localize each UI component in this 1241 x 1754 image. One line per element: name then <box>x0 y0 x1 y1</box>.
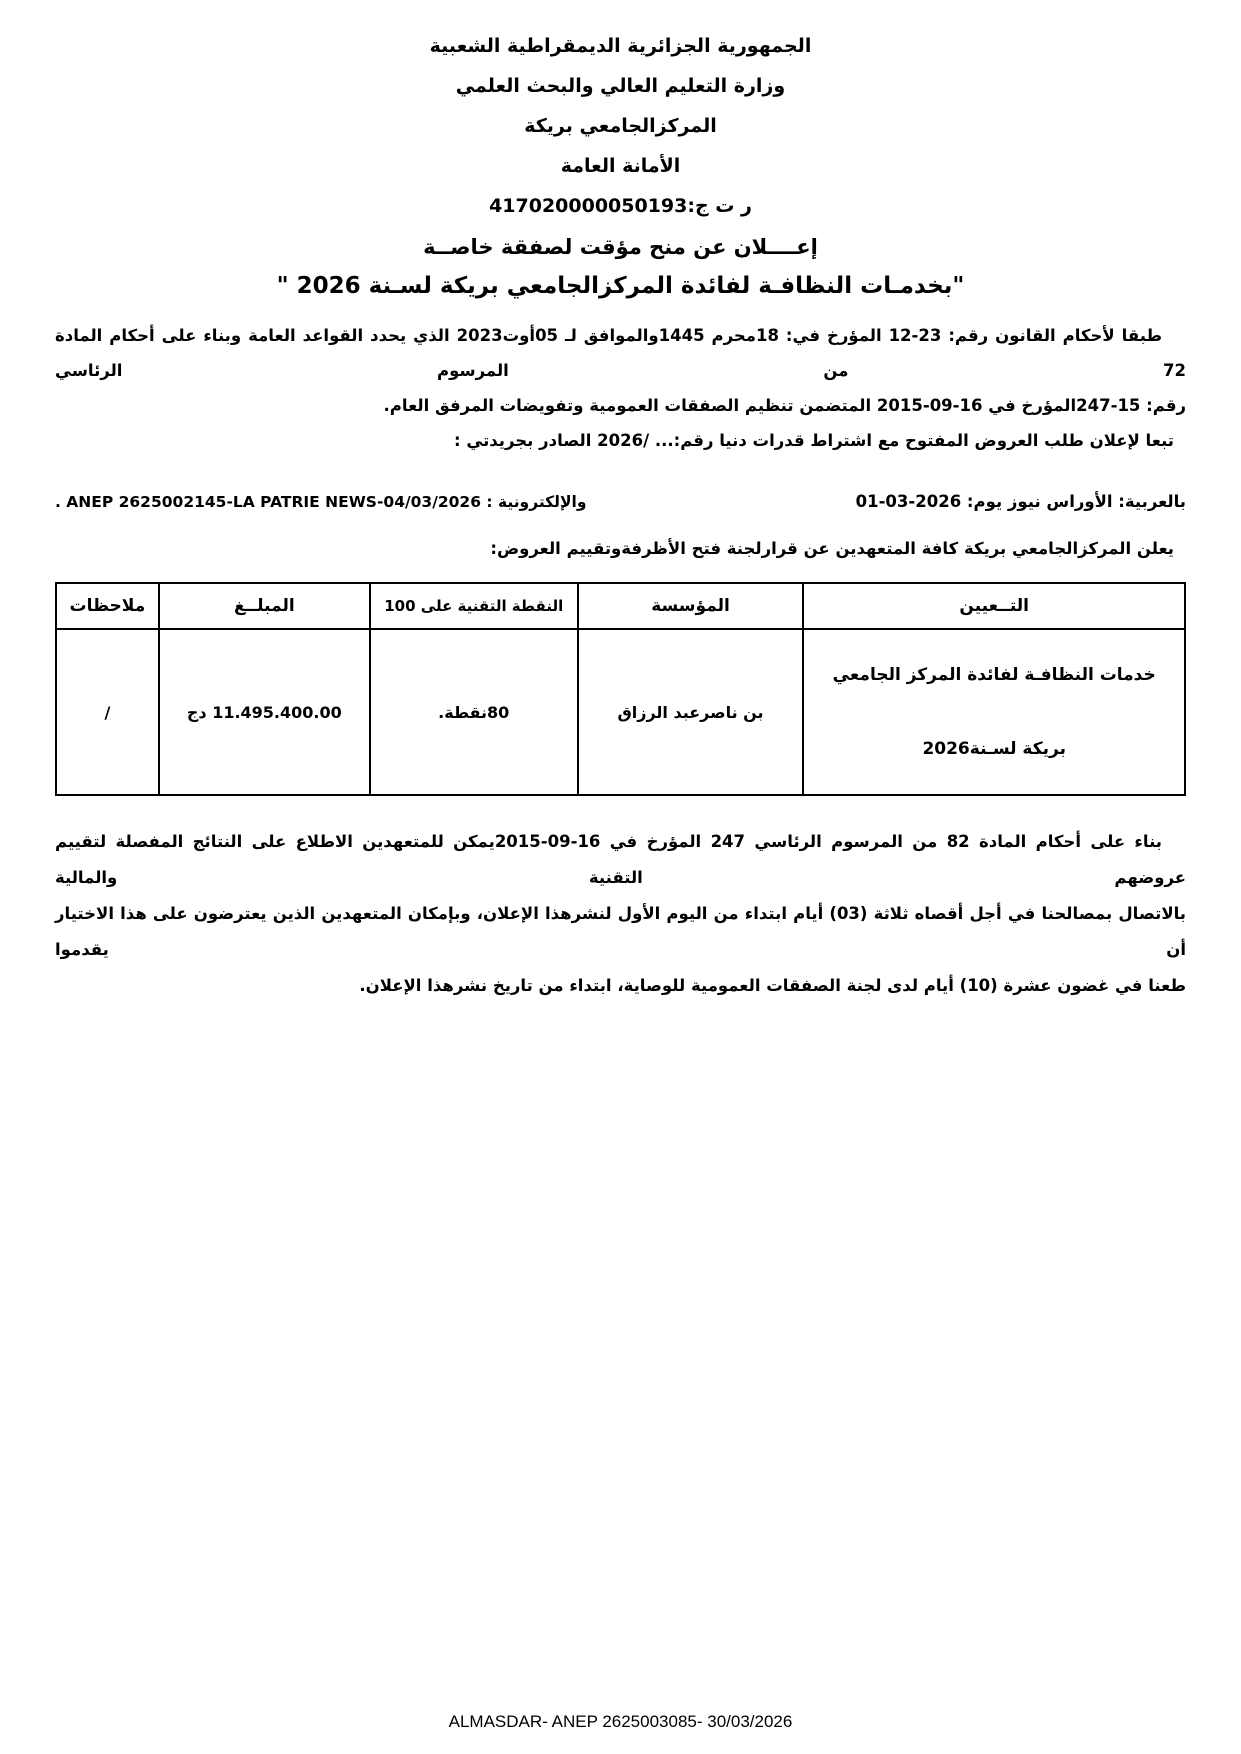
tender-reference-line: تبعا لإعلان طلب العروض المفتوح مع اشتراط قدرات دنيا رقم:... /2026 الصادر بجريدتي : <box>454 431 1174 450</box>
law-reference-line-1: طبقا لأحكام القانون رقم: 23-12 المؤرخ في: 18محرم 1445والموافق لـ 05أوت2023 الذي يحدد القواعد العامة وبناء على أحكام المادة 72 من المرسوم الرئاسي <box>55 326 1186 380</box>
law-reference-line-2: رقم: 15-247المؤرخ في 16-09-2015 المتضمن تنظيم الصفقات العمومية وتفويضات المرفق العام. <box>383 396 1186 415</box>
results-table <box>55 582 1186 796</box>
header-secretariat-line: الأمانة العامة <box>560 155 681 177</box>
closing-line-1: بناء على أحكام المادة 82 من المرسوم الرئاسي 247 المؤرخ في 16-09-2015يمكن للمتعهدين الاطلاع على النتائج المفصلة لتقييم عروضهم التقنية والمالية <box>55 832 1186 887</box>
designation-line-1: خدمات النظافـة لفائدة المركز الجامعي <box>832 665 1156 685</box>
column-header-company: المؤسسة <box>578 583 804 629</box>
closing-section <box>55 824 1186 1004</box>
table-data-row <box>56 629 1185 795</box>
cell-company: بن ناصرعبد الرزاق <box>578 629 804 795</box>
footer-publication-reference: ALMASDAR- ANEP 2625003085- 30/03/2026 <box>448 1712 793 1731</box>
closing-line-3: طعنا في غضون عشرة (10) أيام لدى لجنة الصفقات العمومية للوصاية، ابتداء من تاريخ نشرهذا الإعلان. <box>359 976 1186 995</box>
closing-line-2: بالاتصال بمصالحنا في أجل أقصاه ثلاثة (03) أيام ابتداء من اليوم الأول لنشرهذا الإعلان، وبإمكان المتعهدين الذين يعترضون على هذا الاختيار أن يقدموا <box>55 904 1187 959</box>
header-registry-number-line: ر ت ج:417020000050193 <box>489 195 752 217</box>
cell-technical-score: 80نقطة. <box>370 629 578 795</box>
announcement-title: إعــــلان عن منح مؤقت لصفقة خاصــة <box>423 235 818 259</box>
document-header <box>55 26 1186 306</box>
header-institution-line: المركزالجامعي بريكة <box>524 115 717 137</box>
newspaper-arabic: بالعربية: الأوراس نيوز يوم: 2026-03-01 <box>855 492 1186 511</box>
decision-line: يعلن المركزالجامعي بريكة كافة المتعهدين عن قرارلجنة فتح الأظرفةوتقييم العروض: <box>490 539 1174 558</box>
column-header-amount: المبلــغ <box>159 583 370 629</box>
column-header-technical-score: النقطة التقنية على 100 <box>370 583 578 629</box>
header-republic-line: الجمهورية الجزائرية الديمقراطية الشعبية <box>429 35 812 57</box>
cell-designation <box>803 629 1185 795</box>
table-header-row <box>56 583 1185 629</box>
announcement-subject: "بخدمـات النظافـة لفائدة المركزالجامعي بريكة لسـنة 2026 " <box>276 273 965 299</box>
newspapers-row <box>55 492 1186 511</box>
header-ministry-line: وزارة التعليم العالي والبحث العلمي <box>455 75 786 97</box>
intro-section <box>55 318 1186 566</box>
newspaper-electronic: والإلكترونية : ANEP 2625002145-LA PATRIE NEWS-04/03/2026 . <box>55 493 587 511</box>
column-header-designation: التــعيين <box>803 583 1185 629</box>
designation-line-2: بريكة لسـنة2026 <box>922 739 1066 759</box>
column-header-notes: ملاحظات <box>56 583 159 629</box>
cell-amount: 11.495.400.00 دج <box>159 629 370 795</box>
cell-notes: / <box>56 629 159 795</box>
